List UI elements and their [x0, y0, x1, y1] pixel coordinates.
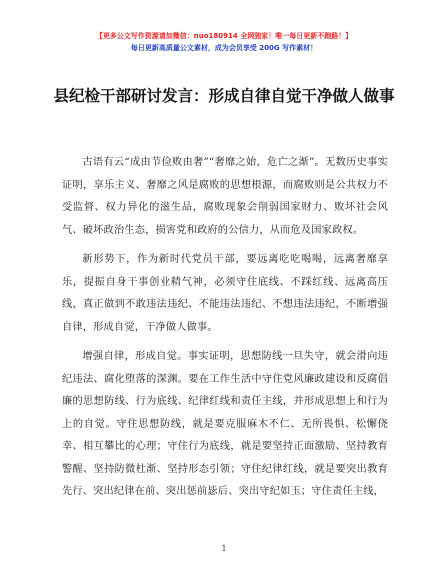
paragraph-3: 增强自律，形成自觉。事实证明，思想防线一旦失守，就会滑向违纪违法、腐化堕落的深渊。要在工作生活中守住党风廉政建设和反腐倡廉的思想防线、行为底线、纪律红线和责任主线，并形成思想上和行为上的自觉。守住思想防线，就是要克服麻木不仁、无所畏惧、松懈侥幸、相互攀比的心理；守住行为底线，就是要坚持正面激励、坚持教育警醒、坚持防微杜渐、坚持形态引领；守住纪律红线，就是要突出教育先行、突出纪律在前、突出惩前毖后、突出守纪如玉；守住责任主线， — [62, 351, 388, 497]
paragraph-2: 新形势下，作为新时代党员干部，要远离吃吃喝喝，远离奢靡享乐，提振自身干事创业精气神，必须守住底线、不踩红线、远离高压线，真正做到不敢违法违纪、不能违法违纪、不想违法违纪，不断增强自律，形成自觉，干净做人做事。 — [62, 254, 388, 333]
page-number: 1 — [221, 544, 227, 553]
banner-promo-line: 【更多公文写作资源请加微信：nuo180914 全网独家！唯一每日更新不跑路！】 — [95, 32, 353, 40]
paragraph-1: 古语有云“成由节俭败由奢”“奢靡之始，危亡之渐”。无数历史事实证明，享乐主义、奢靡之风是腐败的思想根源，而腐败则是公共权力不受监督、权力异化的滋生品，腐败现象会削弱国家财力、败坏社会风气、破坏政治生态，损害党和政府的公信力，从而危及国家政权。 — [62, 157, 388, 236]
document-body — [62, 152, 388, 511]
document-title: 县纪检干部研讨发言：形成自律自觉干净做人做事 — [53, 87, 395, 105]
banner-membership-line: 每日更新高质量公文素材，成为会员享受 200G 写作素材！ — [130, 44, 318, 52]
header-banner — [0, 30, 448, 54]
